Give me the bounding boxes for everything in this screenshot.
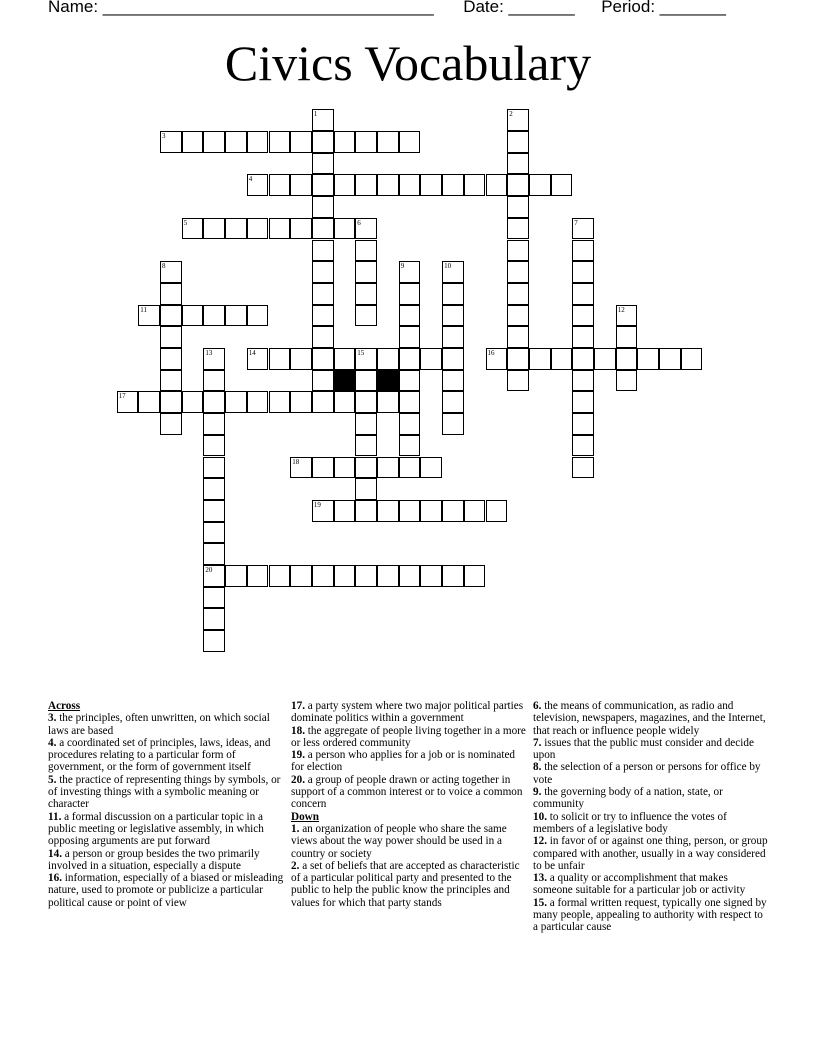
clue: 14. a person or group besides the two primarily involved in a situation, especially a dispute [48,847,260,872]
grid-cell[interactable] [203,305,225,327]
grid-cell[interactable] [399,305,421,327]
clue-number: 1 [313,110,318,119]
period-field[interactable]: Period: _______ [601,0,726,16]
clue-label: 18. [291,724,305,737]
grid-cell[interactable] [312,391,334,413]
grid-cell[interactable] [399,413,421,435]
grid-cell[interactable] [442,413,464,435]
grid-cell[interactable] [203,587,225,609]
grid-cell[interactable] [377,500,399,522]
clue-label: 3. [48,712,57,725]
grid-cell[interactable] [355,240,377,262]
grid-cell[interactable] [529,348,551,370]
grid-cell[interactable] [203,218,225,240]
grid-cell[interactable] [551,174,573,196]
grid-cell[interactable] [203,500,225,522]
grid-cell[interactable] [290,391,312,413]
grid-cell[interactable] [420,457,442,479]
clue: 4. a coordinated set of principles, laws, ideas, and procedures relating to a particular form of government, or the form of government itself [48,736,271,774]
date-field[interactable]: Date: _______ [463,0,575,16]
grid-cell[interactable] [572,305,594,327]
grid-cell[interactable] [399,565,421,587]
grid-cell[interactable] [420,174,442,196]
clue-number: 3 [162,132,166,140]
grid-cell[interactable] [203,478,225,500]
section-heading [291,811,527,823]
grid-cell[interactable] [616,348,638,370]
grid-cell[interactable] [312,305,334,327]
clue-label: 7. [533,736,542,749]
grid-cell[interactable] [355,261,377,283]
grid-cell[interactable] [203,370,225,392]
section-heading [48,700,284,712]
clue-number: 10 [444,262,452,271]
grid-cell[interactable] [377,174,399,196]
clue: 7. issues that the public must consider and decide upon [533,736,754,762]
grid-cell[interactable] [269,218,291,240]
grid-cell[interactable] [334,174,356,196]
grid-cell[interactable] [464,500,486,522]
grid-cell[interactable] [355,435,377,457]
clue-number: 2 [509,110,513,119]
grid-cell[interactable] [572,435,594,457]
grid-cell[interactable] [659,348,681,370]
clue-column-3 [533,700,769,934]
clue-label: 16. [48,872,62,885]
clue: 2. a set of beliefs that are accepted as characteristic of a particular political party and presented to the public to help the public know the principles and values for which that party stands [291,859,520,909]
grid-cell[interactable] [486,174,508,196]
grid-cell[interactable] [203,435,225,457]
clue-number: 13 [205,349,213,357]
grid-cell[interactable] [377,457,399,479]
grid-cell[interactable] [572,326,594,348]
grid-cell[interactable] [312,370,334,392]
clue-column-2 [291,700,527,909]
grid-cell[interactable] [334,457,356,479]
clue: 3. the principles, often unwritten, on which social laws are based [48,712,270,737]
grid-cell[interactable] [355,457,377,479]
clue-label: 15. [533,896,547,909]
grid-cell[interactable] [269,174,291,196]
grid-cell[interactable] [507,261,529,283]
grid-cell[interactable] [247,565,269,587]
grid-cell[interactable] [160,413,182,435]
grid-cell[interactable] [312,174,334,196]
grid-cell[interactable] [399,326,421,348]
grid-cell[interactable] [442,391,464,413]
clue-label: 17. [291,700,305,712]
grid-cell[interactable] [334,218,356,240]
clue: 9. the governing body of a nation, state, or community [533,786,723,811]
grid-cell[interactable] [637,348,659,370]
grid-cell[interactable] [247,218,269,240]
clue: 18. the aggregate of people living together in a more or less ordered community [291,724,526,749]
clue-label: 8. [533,761,542,774]
grid-cell[interactable] [269,348,291,370]
grid-cell[interactable] [399,500,421,522]
clue: 19. a person who applies for a job or is nominated for election [291,749,516,774]
grid-cell[interactable] [442,348,464,370]
black-cell [377,370,399,392]
grid-cell[interactable] [442,305,464,327]
grid-cell[interactable] [312,218,334,240]
grid-cell[interactable] [355,283,377,305]
grid-cell[interactable] [355,131,377,153]
grid-cell[interactable] [247,305,269,327]
clue-label: 2. [291,859,300,872]
grid-cell[interactable] [442,370,464,392]
grid-cell[interactable] [420,565,442,587]
grid-cell[interactable] [247,391,269,413]
clue-number: 8 [162,262,166,271]
grid-cell[interactable] [507,326,529,348]
grid-cell[interactable] [399,174,421,196]
grid-cell[interactable] [464,565,486,587]
grid-cell[interactable] [312,196,334,218]
grid-cell[interactable] [225,391,247,413]
grid-cell[interactable] [334,348,356,370]
clue: 8. the selection of a person or persons for office by vote [533,761,761,786]
grid-cell[interactable] [507,174,529,196]
grid-cell[interactable] [442,326,464,348]
grid-cell[interactable] [269,131,291,153]
clue-label: 4. [48,736,57,749]
grid-cell[interactable] [160,326,182,348]
clue-column-1 [48,700,284,909]
grid-cell[interactable] [507,283,529,305]
black-cell [334,370,356,392]
clue-number: 15 [357,349,365,357]
grid-cell[interactable] [616,326,638,348]
clue-number: 4 [248,175,253,184]
grid-cell[interactable] [203,522,225,544]
grid-cell[interactable] [507,131,529,153]
grid-cell[interactable] [377,565,399,587]
grid-cell[interactable] [182,391,204,413]
clue-label: 14. [48,847,62,860]
grid-cell[interactable] [355,500,377,522]
grid-cell[interactable] [355,305,377,327]
clue-label: 13. [533,872,547,885]
clue-number: 7 [574,218,578,227]
grid-cell[interactable] [507,218,529,240]
grid-cell[interactable] [334,500,356,522]
grid-cell[interactable] [420,500,442,522]
grid-cell[interactable] [312,261,334,283]
clue-number: 20 [205,566,213,574]
grid-cell[interactable] [203,391,225,413]
clue: 20. a group of people drawn or acting together in support of a common interest or to voice a common concern [291,773,523,811]
grid-cell[interactable] [377,391,399,413]
grid-cell[interactable] [399,435,421,457]
grid-cell[interactable] [290,131,312,153]
grid-cell[interactable] [572,348,594,370]
grid-cell[interactable] [182,305,204,327]
grid-cell[interactable] [312,348,334,370]
grid-cell[interactable] [225,565,247,587]
grid-cell[interactable] [572,261,594,283]
grid-cell[interactable] [551,348,573,370]
grid-cell[interactable] [507,196,529,218]
grid-cell[interactable] [203,131,225,153]
clue-label: 9. [533,786,542,799]
clue: 11. a formal discussion on a particular topic in a public meeting or legislative assembly, in which opposing arguments are put forward [48,810,264,848]
grid-cell[interactable] [507,240,529,262]
grid-cell[interactable] [442,565,464,587]
grid-cell[interactable] [203,608,225,630]
clue: 16. information, especially of a biased or misleading nature, used to promote or publicize a particular political cause or point of view [48,872,284,909]
grid-cell[interactable] [399,457,421,479]
grid-cell[interactable] [442,283,464,305]
grid-cell[interactable] [572,283,594,305]
grid-cell[interactable] [507,370,529,392]
clue-label: 5. [48,773,57,786]
grid-cell[interactable] [312,131,334,153]
grid-cell[interactable] [399,348,421,370]
clue-label: 19. [291,749,305,762]
grid-cell[interactable] [681,348,703,370]
clue-label: 11. [48,810,62,823]
clue-number: 18 [292,457,300,466]
across-heading: Across [48,700,81,712]
grid-cell[interactable] [399,131,421,153]
grid-cell[interactable] [203,457,225,479]
grid-cell[interactable] [594,348,616,370]
grid-cell[interactable] [203,630,225,652]
grid-cell[interactable] [225,305,247,327]
name-field[interactable]: Name: ___________________________________ [48,0,434,16]
clue-number: 12 [617,305,625,314]
clue: 17. a party system where two major political parties dominate politics within a government [291,700,524,725]
clue: 10. to solicit or try to influence the votes of members of a legislative body [533,810,727,835]
clue-number: 5 [183,218,188,227]
grid-cell[interactable] [312,565,334,587]
grid-cell[interactable] [355,478,377,500]
grid-cell[interactable] [334,391,356,413]
grid-cell[interactable] [334,131,356,153]
grid-cell[interactable] [442,500,464,522]
grid-cell[interactable] [442,174,464,196]
grid-cell[interactable] [312,153,334,175]
grid-cell[interactable] [290,348,312,370]
clue-label: 20. [291,773,305,786]
clue: 15. a formal written request, typically one signed by many people, appealing to authority with respect to a particular cause [533,896,767,934]
grid-cell[interactable] [355,370,377,392]
grid-cell[interactable] [399,370,421,392]
grid-cell[interactable] [507,153,529,175]
grid-cell[interactable] [529,174,551,196]
grid-cell[interactable] [507,305,529,327]
grid-cell[interactable] [355,413,377,435]
clue-number: 14 [248,349,256,357]
grid-cell[interactable] [377,131,399,153]
grid-cell[interactable] [312,457,334,479]
grid-cell[interactable] [312,283,334,305]
clue: 1. an organization of people who share the same views about the way power should be used in a country or society [291,822,507,860]
grid-cell[interactable] [572,240,594,262]
clue-label: 12. [533,835,547,848]
grid-cell[interactable] [355,391,377,413]
grid-cell[interactable] [290,565,312,587]
clue-number: 16 [487,349,495,357]
clue: 12. in favor of or against one thing, person, or group compared with another, usually in a way considered to be unfair [533,835,768,872]
grid-cell[interactable] [160,348,182,370]
grid-cell[interactable] [290,174,312,196]
clue-number: 11 [140,305,148,314]
clue-number: 9 [400,262,405,271]
grid-cell[interactable] [203,413,225,435]
grid-cell[interactable] [572,391,594,413]
clue-label: 6. [533,700,542,712]
grid-cell[interactable] [138,391,160,413]
grid-cell[interactable] [225,131,247,153]
grid-cell[interactable] [616,370,638,392]
grid-cell[interactable] [312,326,334,348]
grid-cell[interactable] [160,370,182,392]
clue: 13. a quality or accomplishment that makes someone suitable for a particular job or activity [533,872,746,897]
clue: 5. the practice of representing things by symbols, or of investing things with a symbolic meaning or character [48,773,281,811]
clue-label: 1. [291,822,300,835]
clue: 6. the means of communication, as radio and television, newspapers, magazines, and the Internet, that reach or influence people widely [533,700,766,737]
grid-cell[interactable] [290,218,312,240]
grid-cell[interactable] [355,565,377,587]
grid-cell[interactable] [464,174,486,196]
grid-cell[interactable] [160,305,182,327]
clue-number: 19 [313,500,321,509]
grid-cell[interactable] [247,131,269,153]
clue-number: 6 [357,218,361,227]
grid-cell[interactable] [507,348,529,370]
grid-cell[interactable] [355,174,377,196]
grid-cell[interactable] [572,370,594,392]
grid-cell[interactable] [269,391,291,413]
clue-number: 17 [118,392,126,401]
grid-cell[interactable] [182,131,204,153]
grid-cell[interactable] [399,283,421,305]
grid-cell[interactable] [399,391,421,413]
clue-label: 10. [533,810,547,823]
grid-cell[interactable] [269,565,291,587]
grid-cell[interactable] [572,457,594,479]
grid-cell[interactable] [312,240,334,262]
grid-cell[interactable] [486,500,508,522]
page-title: Civics Vocabulary [224,35,592,91]
down-heading: Down [291,810,319,823]
grid-cell[interactable] [203,543,225,565]
grid-cell[interactable] [572,413,594,435]
grid-cell[interactable] [420,348,442,370]
grid-cell[interactable] [160,391,182,413]
grid-cell[interactable] [377,348,399,370]
grid-cell[interactable] [334,565,356,587]
grid-cell[interactable] [225,218,247,240]
grid-cell[interactable] [160,283,182,305]
